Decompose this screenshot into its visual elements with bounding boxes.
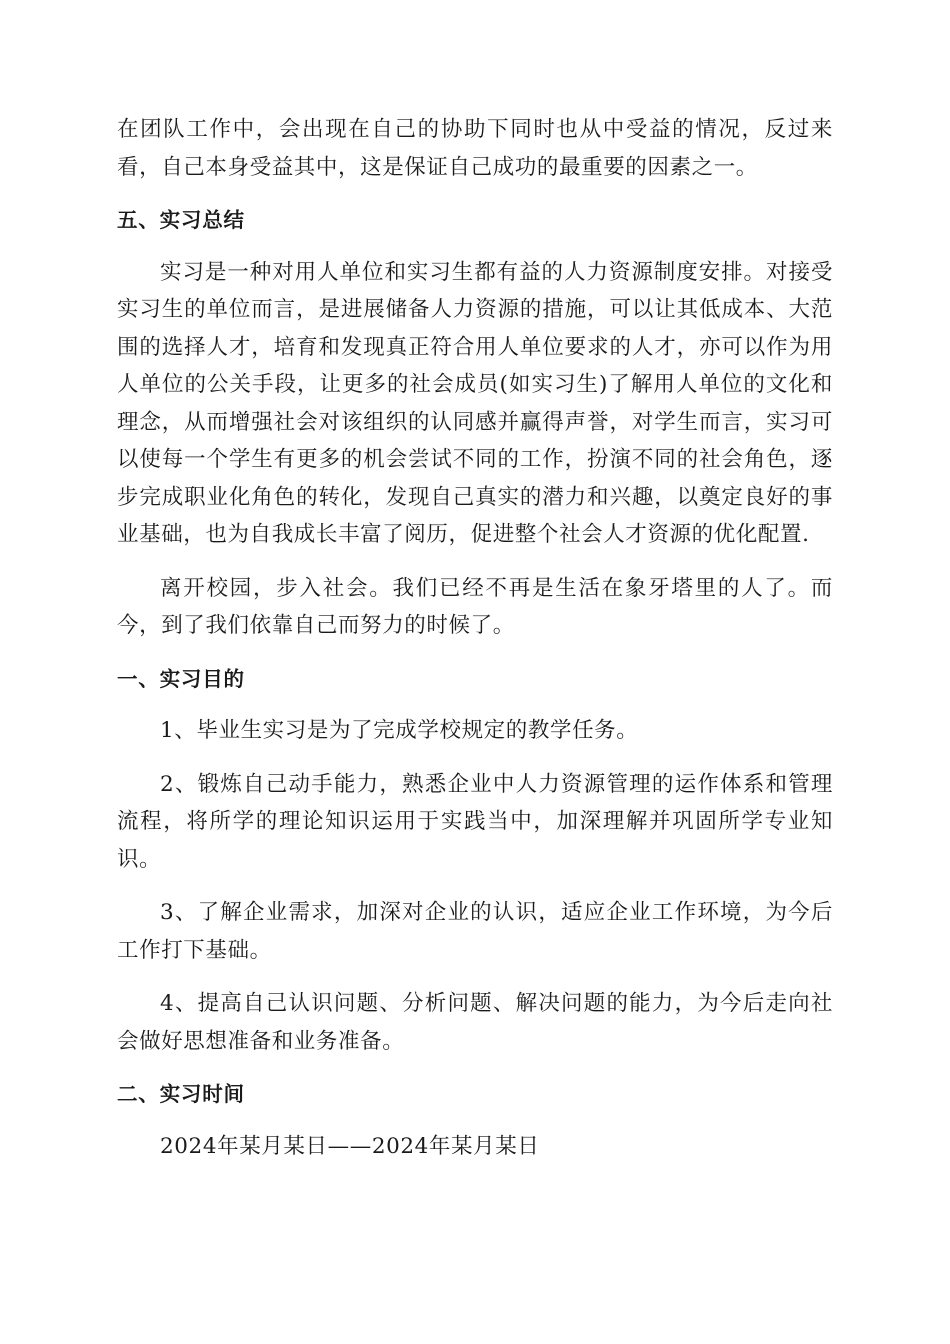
summary-paragraph-1: 实习是一种对用人单位和实习生都有益的人力资源制度安排。对接受实习生的单位而言，是进展储备人力资源的措施，可以让其低成本、大范围的选择人才，培育和发现真正符合用人单位要求的人才，亦可以作为用人单位的公关手段，让更多的社会成员(如实习生)了解用人单位的文化和理念，从而增强社会对该组织的认同感并赢得声誉，对学生而言，实习可以使每一个学生有更多的机会尝试不同的工作，扮演不同的社会角色，逐步完成职业化角色的转化，发现自己真实的潜力和兴趣，以奠定良好的事业基础，也为自我成长丰富了阅历，促进整个社会人才资源的优化配置. [117, 259, 833, 547]
section-heading-purpose: 一、实习目的 [117, 666, 245, 691]
time-range-text: 2024年某月某日——2024年某月某日 [160, 1133, 540, 1159]
section-heading-summary: 五、实习总结 [117, 208, 245, 232]
summary-paragraph-2: 离开校园，步入社会。我们已经不再是生活在象牙塔里的人了。而今，到了我们依靠自己而努力的时候了。 [117, 575, 833, 638]
section-heading-time: 二、实习时间 [117, 1082, 245, 1106]
purpose-item: 3、了解企业需求，加深对企业的认识，适应企业工作环境，为今后工作打下基础。 [117, 900, 833, 963]
document-page [117, 111, 833, 1165]
purpose-item: 4、提高自己认识问题、分析问题、解决问题的能力，为今后走向社会做好思想准备和业务准备。 [117, 991, 833, 1054]
intro-paragraph: 在团队工作中，会出现在自己的协助下同时也从中受益的情况，反过来看，自己本身受益其中，这是保证自己成功的最重要的因素之一。 [117, 117, 833, 180]
purpose-item: 1、毕业生实习是为了完成学校规定的教学任务。 [160, 718, 639, 743]
purpose-item: 2、锻炼自己动手能力，熟悉企业中人力资源管理的运作体系和管理流程，将所学的理论知识运用于实践当中，加深理解并巩固所学专业知识。 [117, 771, 833, 872]
